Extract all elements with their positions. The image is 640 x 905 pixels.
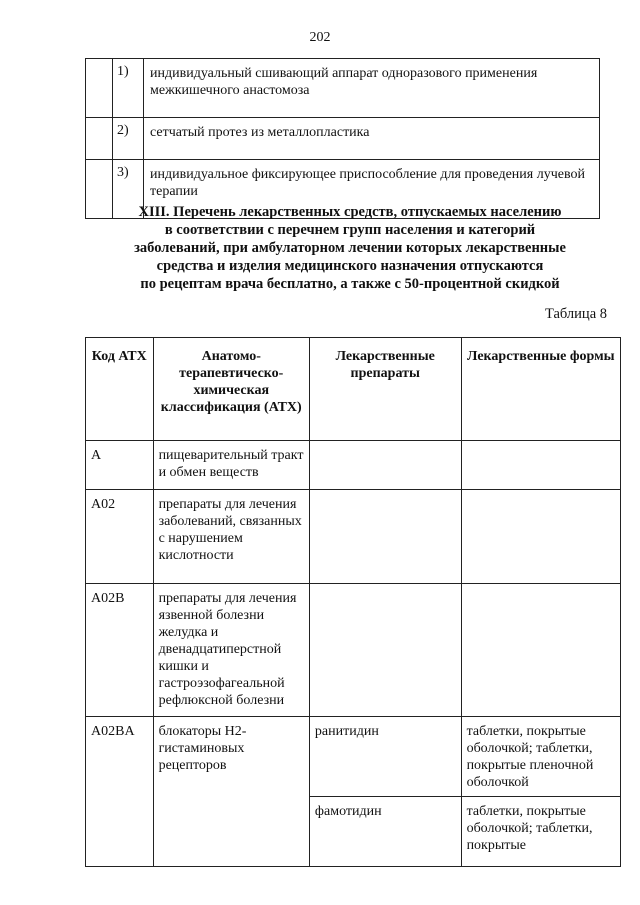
drug-name: ранитидин: [309, 717, 461, 797]
atc-code: A02: [86, 490, 154, 584]
drug-form: [461, 490, 620, 584]
page-number: 202: [309, 30, 331, 45]
heading-line: XIII. Перечень лекарственных средств, отпускаемых населению: [138, 204, 562, 220]
heading-line: средства и изделия медицинского назначения отпускаются: [156, 258, 544, 274]
atc-code: A02B: [86, 584, 154, 717]
heading-line: в соответствии с перечнем групп населения и категорий: [164, 222, 536, 238]
drug-form: таблетки, покрытые оболочкой; таблетки, покрытые пленочной оболочкой: [461, 717, 620, 797]
drug-name: фамотидин: [309, 797, 461, 867]
heading-line: заболеваний, при амбулаторном лечении которых лекарственные: [134, 240, 566, 256]
drug-name: [309, 490, 461, 584]
empty-cell: [86, 118, 113, 160]
atc-classification: препараты для лечения заболеваний, связанных с нарушением кислотности: [153, 490, 309, 584]
drug-name: [309, 584, 461, 717]
table-row: [86, 584, 621, 717]
drug-form: [461, 584, 620, 717]
section-heading: [100, 203, 600, 293]
header-classification: Анатомо-терапевтическо-химическая классификация (АТХ): [153, 338, 309, 441]
heading-line: по рецептам врача бесплатно, а также с 50-процентной скидкой: [140, 276, 560, 292]
item-text: индивидуальное фиксирующее приспособление для проведения лучевой терапии: [144, 160, 600, 219]
header-drugs: Лекарственные препараты: [309, 338, 461, 441]
drug-form: [461, 441, 620, 490]
drug-form: таблетки, покрытые оболочкой; таблетки, покрытые: [461, 797, 620, 867]
empty-cell: [86, 59, 113, 118]
header-row: [86, 338, 621, 441]
table-caption: Таблица 8: [544, 306, 607, 322]
drug-name: [309, 441, 461, 490]
header-forms: Лекарственные формы: [461, 338, 620, 441]
device-list-table: [85, 58, 600, 219]
table-row: [86, 59, 600, 118]
header-code: Код АТХ: [86, 338, 154, 441]
atc-classification: пищеварительный тракт и обмен веществ: [153, 441, 309, 490]
atc-code: A02BA: [86, 717, 154, 867]
item-text: индивидуальный сшивающий аппарат одноразового применения межкишечного анастомоза: [144, 59, 600, 118]
table-row: [86, 118, 600, 160]
item-text: сетчатый протез из металлопластика: [144, 118, 600, 160]
item-number: 2): [113, 118, 144, 160]
item-number: 3): [113, 160, 144, 219]
atc-code: A: [86, 441, 154, 490]
table-row: [86, 441, 621, 490]
atc-classification: препараты для лечения язвенной болезни желудка и двенадцатиперстной кишки и гастроэзофагеальной рефлюксной болезни: [153, 584, 309, 717]
atc-classification: блокаторы Н2-гистаминовых рецепторов: [153, 717, 309, 867]
table-row: [86, 490, 621, 584]
item-number: 1): [113, 59, 144, 118]
table-row: [86, 717, 621, 797]
atc-drug-table: [85, 337, 621, 867]
